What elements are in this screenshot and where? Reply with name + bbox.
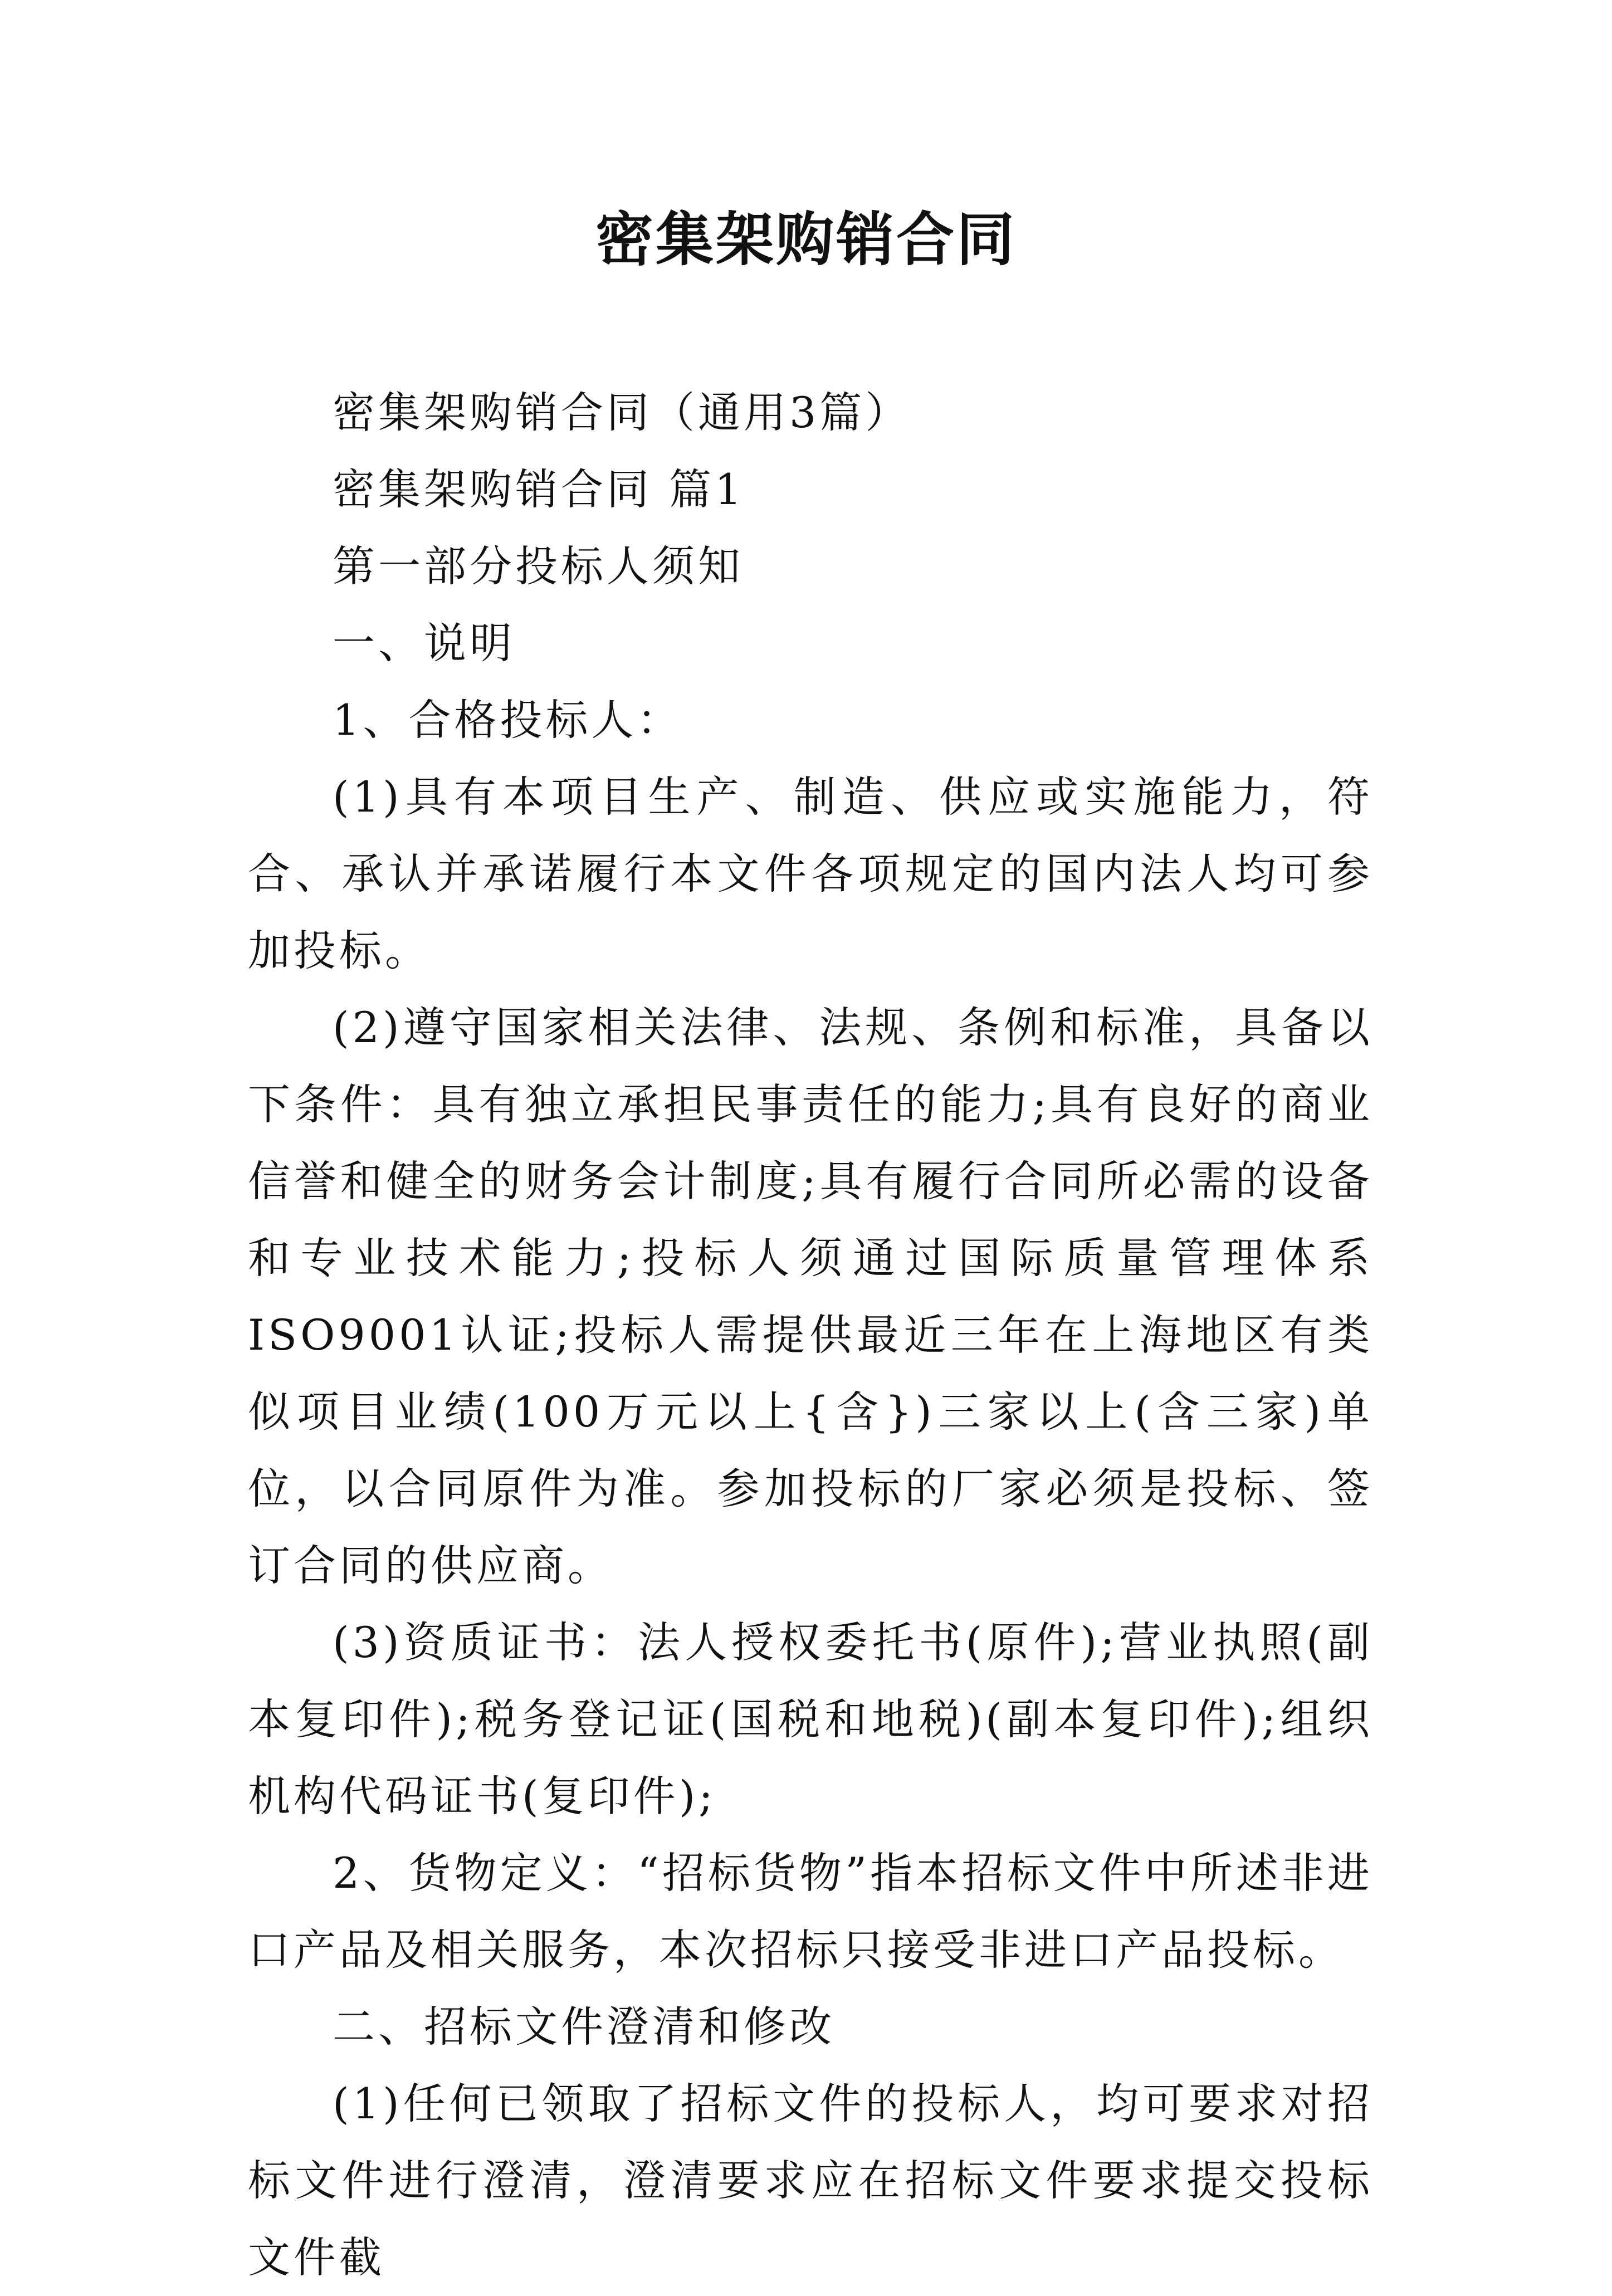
paragraph-part-heading: 密集架购销合同 篇1 [333,465,745,514]
paragraph-section-heading: 第一部分投标人须知 [333,541,744,591]
document-body [248,374,1373,2296]
paragraph-subsection-heading: 一、说明 [333,618,515,668]
document-title: 密集架购销合同 [595,206,1017,273]
paragraph-clause: (1)任何已领取了招标文件的投标人，均可要求对招标文件进行澄清，澄清要求应在招标文件要求提交投标文件截 [248,2079,1373,2282]
paragraph-clause: 2、货物定义：“招标货物”指本招标文件中所述非进口产品及相关服务，本次招标只接受非进口产品投标。 [248,1848,1373,1975]
paragraph-clause: (1)具有本项目生产、制造、供应或实施能力，符合、承认并承诺履行本文件各项规定的国内法人均可参加投标。 [248,772,1373,975]
paragraph-clause: (3)资质证书：法人授权委托书(原件);营业执照(副本复印件);税务登记证(国税和地税)(副本复印件);组织机构代码证书(复印件); [248,1618,1373,1821]
paragraph-subsection-heading: 二、招标文件澄清和修改 [333,2002,835,2051]
paragraph-clause: (2)遵守国家相关法律、法规、条例和标准，具备以下条件：具有独立承担民事责任的能力;具有良好的商业信誉和健全的财务会计制度;具有履行合同所必需的设备和专业技术能力;投标人须通过国际质量管理体系ISO9001认证;投标人需提供最近三年在上海地区有类似项目业绩(100万元以上{含})三家以上(含三家)单位，以合同原件为准。参加投标的厂家必须是投标、签订合同的供应商。 [248,1003,1373,1590]
paragraph-collection-heading: 密集架购销合同（通用3篇） [333,388,911,437]
paragraph-item-heading: 1、合格投标人： [333,695,683,745]
